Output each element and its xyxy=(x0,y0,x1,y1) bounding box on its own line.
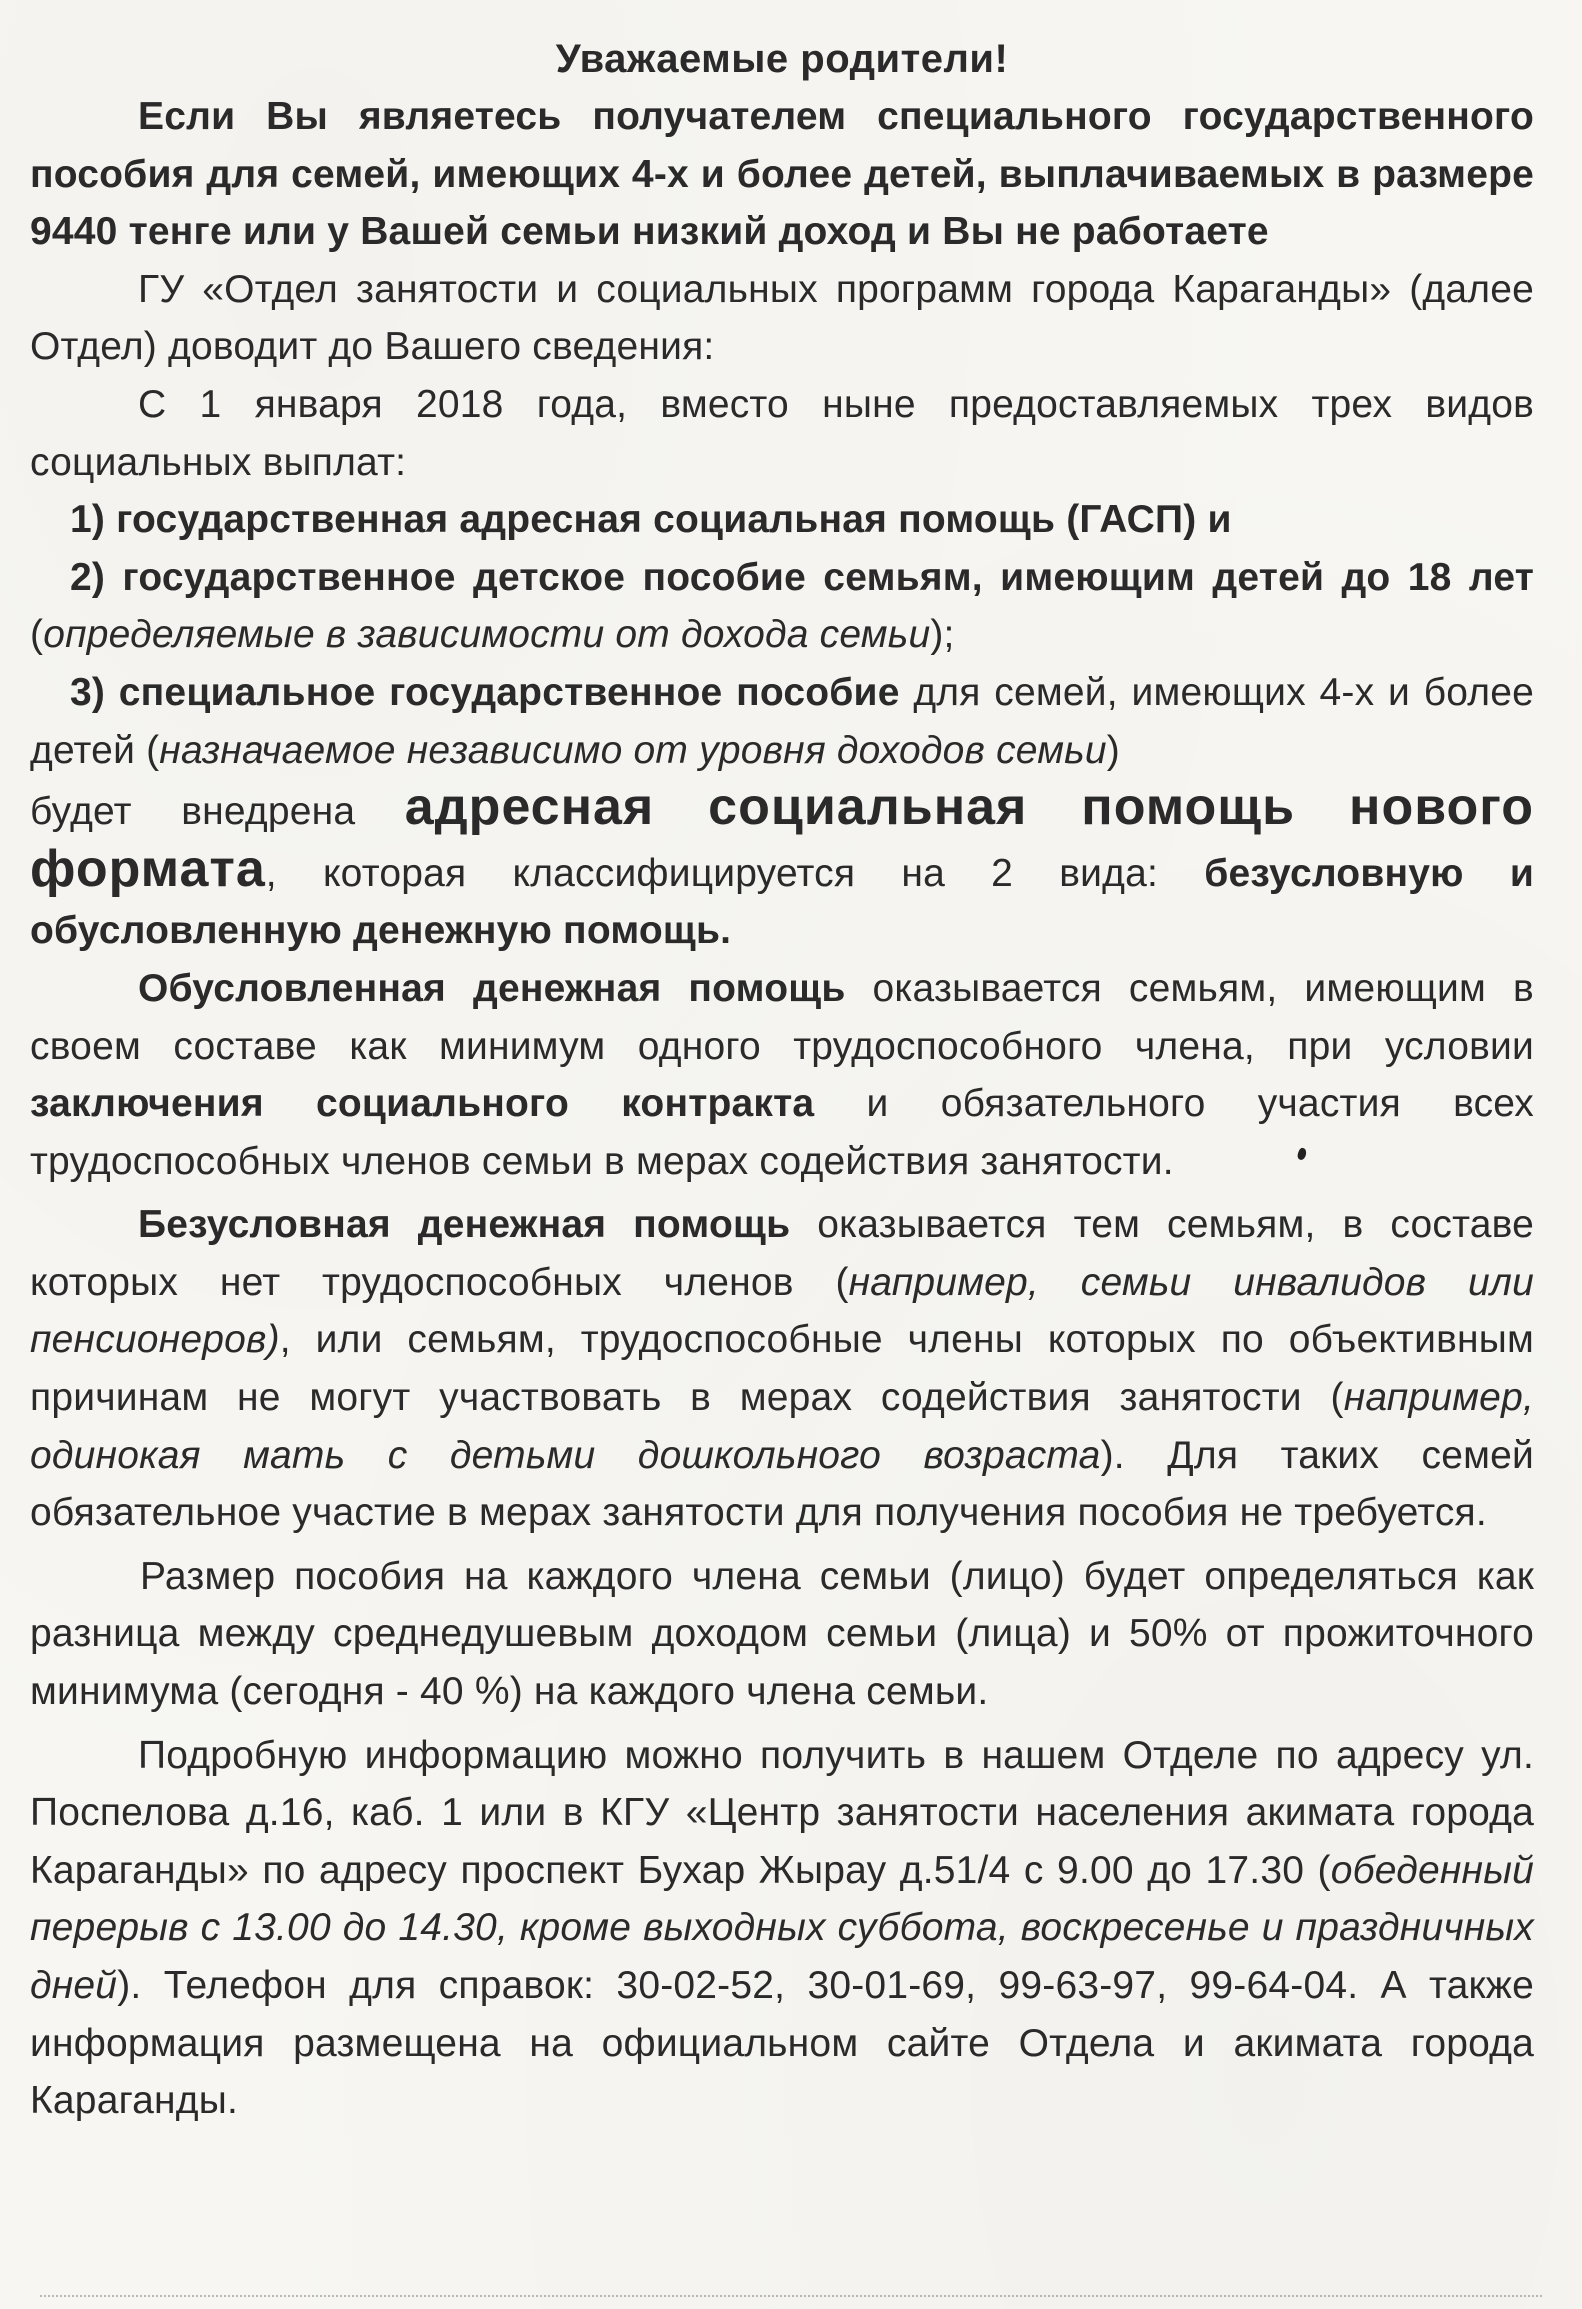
scan-edge-marks xyxy=(40,2295,1542,2305)
new-format-pre: будет внедрена xyxy=(30,790,405,834)
new-format-mid: , которая классифицируется на 2 вида: xyxy=(265,851,1205,895)
list-item-3 xyxy=(30,664,1534,779)
conditional-term: Обусловленная денежная помощь xyxy=(138,966,846,1010)
list-item-3-close: ) xyxy=(1106,728,1120,772)
conditional-text-1: оказывается семьям, имеющим в своем составе как минимум одного трудоспособного члена, при условии xyxy=(30,966,1534,1068)
unconditional-italic-2: например, одинокая мать с детьми дошкольного возраста xyxy=(30,1376,1534,1477)
unconditional-term: Безусловная денежная помощь xyxy=(138,1203,791,1247)
list-item-3-bold: 3) специальное государственное пособие xyxy=(70,670,900,714)
list-item-1: 1) государственная адресная социальная помощь (ГАСП) и xyxy=(70,498,1232,542)
unconditional-paragraph xyxy=(30,1196,1534,1542)
page-title: Уважаемые родители! xyxy=(555,37,1009,81)
conditional-contract: заключения социального контракта xyxy=(30,1082,815,1126)
list-item-3-text: для семей, имеющих 4-х и более детей ( xyxy=(30,670,1535,772)
intro-paragraph: Если Вы являетесь получателем специального государственного пособия для семей, имеющих 4-х и более детей, выплачиваемых в размере 9440 тенге или у Вашей семьи низкий доход и Вы не работаете xyxy=(30,95,1534,254)
contacts-paragraph xyxy=(30,1727,1534,2130)
notice-paragraph-1: ГУ «Отдел занятости и социальных программ города Караганды» (далее Отдел) доводит до Вашего сведения: xyxy=(30,267,1534,369)
unconditional-text-1: оказывается тем семьям, в составе которых нет трудоспособных членов ( xyxy=(30,1203,1534,1304)
list-item-2-bold: 2) государственное детское пособие семьям, имеющим детей до 18 лет xyxy=(70,555,1534,599)
unconditional-text-2: , или семьям, трудоспособные члены которых по объективным причинам не могут участвовать в мерах содействия занятости ( xyxy=(30,1318,1534,1420)
new-format-paragraph xyxy=(30,779,1534,960)
unconditional-italic-1: например, семьи инвалидов или пенсионеров) xyxy=(30,1260,1534,1362)
contacts-hours-italic: обеденный перерыв с 13.00 до 14.30, кроме выходных суббота, воскресенье и праздничных дней xyxy=(30,1848,1534,2007)
new-format-types: безусловную и обусловленную денежную помощь. xyxy=(30,851,1535,953)
new-format-highlight: адресная социальная помощь нового формата xyxy=(30,778,1535,898)
list-item-2: 2) государственное детское пособие семьям, имеющим детей до 18 лет (определяемые в зависимости от дохода семьи); xyxy=(30,555,1534,657)
list-item-3-italic: назначаемое независимо от уровня доходов семьи xyxy=(159,728,1107,772)
notice-paragraph-2: С 1 января 2018 года, вместо ныне предоставляемых трех видов социальных выплат: xyxy=(30,382,1534,484)
conditional-text-2: и обязательного участия всех трудоспособных членов семьи в мерах содействия занятости. xyxy=(30,1082,1535,1183)
amount-paragraph: Размер пособия на каждого члена семьи (лицо) будет определяться как разница между среднедушевым доходом семьи (лица) и 50% от прожиточного минимума (сегодня - 40 %) на каждого члена семьи. xyxy=(30,1554,1534,1714)
unconditional-text-3: ). Для таких семей обязательное участие в мерах занятости для получения пособия не требуется. xyxy=(30,1433,1534,1535)
contacts-text-2: ). Телефон для справок: 30-02-52, 30-01-69, 99-63-97, 99-64-04. А также информация размещена на официальном сайте Отдела и акимата города Караганды. xyxy=(30,1964,1534,2123)
contacts-text-1: Подробную информацию можно получить в нашем Отделе по адресу ул. Поспелова д.16, каб. 1 или в КГУ «Центр занятости населения акимата города Караганды» по адресу проспект Бухар Жырау д.51/4 с 9.00 до 17.30 ( xyxy=(30,1733,1534,1892)
conditional-paragraph xyxy=(30,960,1534,1190)
list-item-2-italic: определяемые в зависимости от дохода семьи xyxy=(43,613,931,657)
